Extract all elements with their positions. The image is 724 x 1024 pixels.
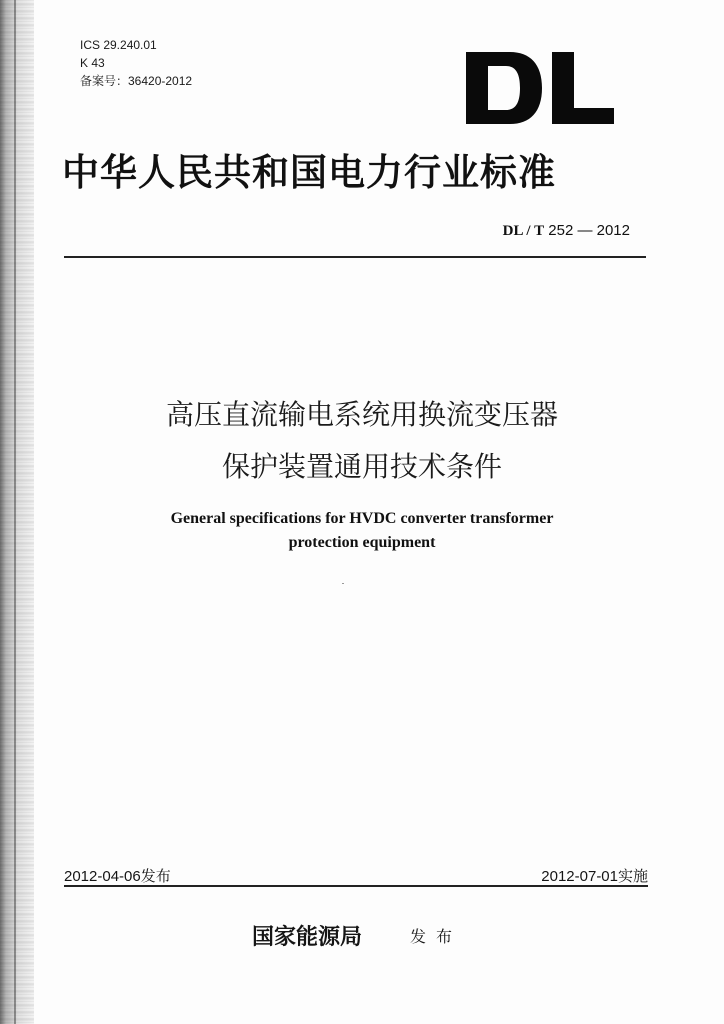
title-en-line2: protection equipment <box>288 534 436 551</box>
publisher-name: 国家能源局 <box>252 924 363 950</box>
title-zh-line2: 保护装置通用技术条件 <box>221 450 502 483</box>
title-zh-line1: 高压直流输电系统用换流变压器 <box>165 398 558 431</box>
standard-code: 252 — 2012 <box>548 222 630 239</box>
dl-logo <box>466 52 616 124</box>
footer-divider <box>64 885 648 887</box>
scan-speck <box>342 583 344 584</box>
standard-number <box>503 222 630 240</box>
ccs-code: K 43 <box>80 56 105 70</box>
issue-date: 2012-04-06发布 <box>64 868 171 885</box>
ics-code: ICS 29.240.01 <box>80 38 157 52</box>
implementation-date: 2012-07-01实施 <box>541 868 648 885</box>
title-en-line1: General specifications for HVDC converter transformer <box>170 510 554 527</box>
publish-label: 发布 <box>410 927 463 946</box>
standard-prefix: DL / T <box>502 223 545 239</box>
classification-block <box>80 36 192 90</box>
organization-title: 中华人民共和国电力行业标准 <box>62 150 556 194</box>
header-divider <box>64 256 646 258</box>
scan-binding-edge <box>0 0 34 1024</box>
record-number: 备案号：36420-2012 <box>80 74 193 88</box>
